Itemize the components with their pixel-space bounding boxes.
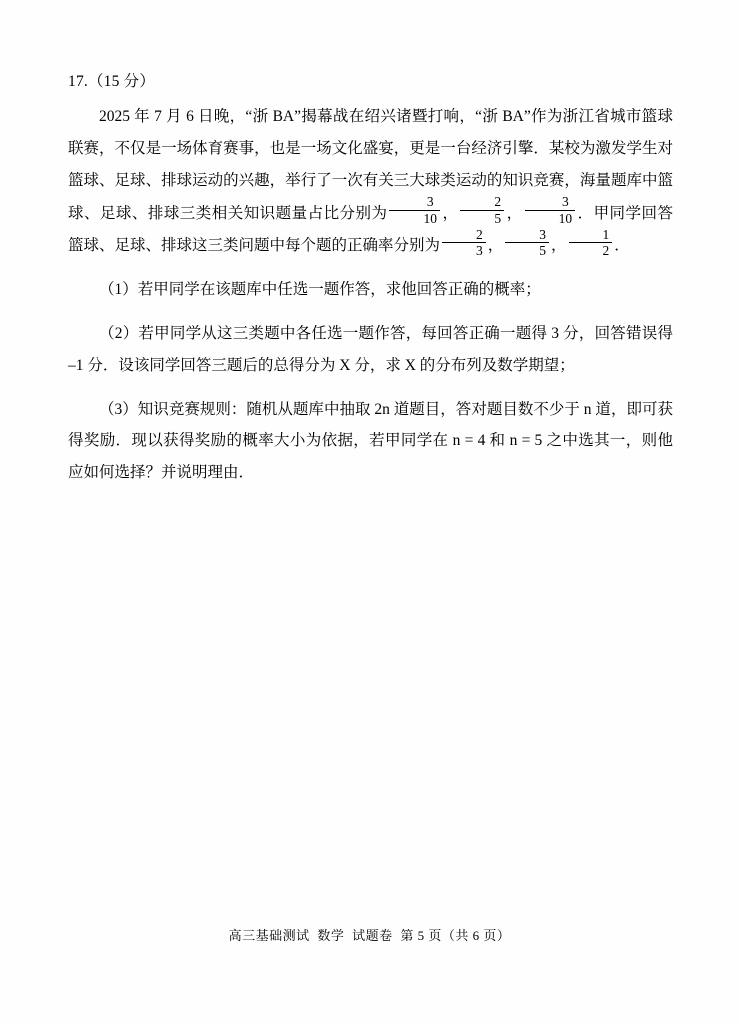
question-heading [68, 70, 673, 93]
footer-exam-name: 高三基础测试 [228, 928, 310, 943]
fraction-accuracy-volleyball [569, 227, 613, 258]
question-number: 17 [68, 73, 84, 90]
stem-text-part2: ．甲同学回答篮球、足球、排球这三类问题中每个题的正确率分别为 [68, 204, 673, 255]
fraction-ratio-football [460, 194, 504, 225]
page-footer [0, 925, 739, 944]
fraction-ratio-basketball [389, 194, 440, 225]
footer-page-label: 第 5 页（共 6 页） [400, 928, 511, 943]
comma-4: ， [551, 237, 567, 255]
comma-3: ， [487, 237, 504, 255]
fraction-accuracy-basketball [442, 227, 486, 258]
sub-question-2-label: （2） [99, 325, 139, 343]
fraction-denominator: 10 [525, 210, 576, 226]
fraction-numerator: 2 [494, 194, 502, 210]
fraction-numerator: 3 [426, 194, 434, 210]
question-number-dot: . [83, 73, 88, 90]
sub-question-1-text: 若甲同学在该题库中任选一题作答，求他回答正确的概率； [137, 281, 541, 299]
sub-question-1-label: （1） [99, 281, 138, 299]
sub-question-3 [68, 394, 673, 489]
fraction-numerator: 1 [602, 227, 610, 243]
fraction-denominator: 10 [389, 210, 440, 226]
fraction-numerator: 3 [539, 227, 547, 243]
fraction-numerator: 3 [562, 194, 569, 210]
page-content [68, 70, 673, 491]
sub-question-3-text: 知识竞赛规则：随机从题库中抽取 2n 道题目，答对题目数不少于 n 道，即可获得奖励．现以获得奖励的概率大小为依据，若甲同学在 n = 4 和 n = 5 之中选其一，则他应如何选择？并说明理由． [68, 400, 673, 482]
fraction-denominator: 5 [460, 210, 504, 226]
footer-paper-type: 试题卷 [352, 928, 393, 943]
question-stem [68, 101, 673, 262]
question-points: （15 分） [87, 73, 156, 90]
stem-text-part1: 2025 年 7 月 6 日晚，“浙 BA”揭幕战在绍兴诸暨打响，“浙 BA”作为浙江省城市篮球联赛，不仅是一场体育赛事，也是一场文化盛宴，更是一台经济引擎．某校为激发学生对篮球、足球、排球运动的兴趣，举行了一次有关三大球类运动的知识竞赛，海量题库中篮球、足球、排球三类相关知识题量占比分别为 [68, 108, 673, 222]
stem-text-part3: ． [614, 237, 630, 255]
fraction-denominator: 3 [442, 242, 486, 258]
comma-2: ， [506, 204, 523, 222]
footer-subject: 数学 [317, 928, 345, 943]
comma-1: ， [441, 204, 459, 222]
sub-question-2 [68, 318, 673, 382]
fraction-denominator: 5 [505, 242, 549, 258]
fraction-denominator: 2 [569, 242, 613, 258]
fraction-ratio-volleyball [525, 194, 576, 225]
fraction-numerator: 2 [476, 227, 483, 243]
sub-question-3-label: （3） [99, 400, 138, 418]
fraction-accuracy-football [505, 227, 549, 258]
sub-question-1 [68, 274, 673, 306]
sub-question-2-text: 若甲同学从这三类题中各任选一题作答，每回答正确一题得 3 分，回答错误得 –1 分．设该同学回答三题后的总得分为 X 分，求 X 的分布列及数学期望； [68, 325, 673, 374]
